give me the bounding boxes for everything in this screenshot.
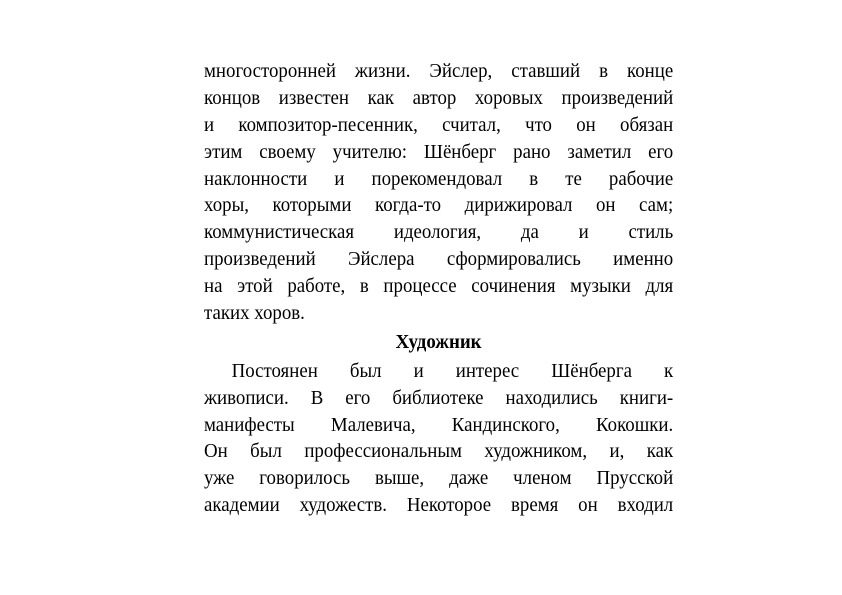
paragraph-2 bbox=[204, 358, 673, 519]
text-line: Он был профессиональным художником, и, как bbox=[204, 440, 674, 463]
text-line: и композитор-песенник, считал, что он обязан bbox=[204, 113, 674, 136]
text-line: концов известен как автор хоровых произведений bbox=[204, 86, 674, 109]
text-line: хоры, которыми когда-то дирижировал он сам; bbox=[204, 194, 674, 217]
text-line: на этой работе, в процессе сочинения музыки для bbox=[204, 275, 674, 298]
text-line: академии художеств. Некоторое время он входил bbox=[204, 494, 674, 517]
paragraph-1 bbox=[204, 58, 673, 327]
text-line: наклонности и порекомендовал в те рабочие bbox=[204, 167, 674, 190]
text-line: произведений Эйслера сформировались именно bbox=[204, 248, 674, 271]
text-line: таких хоров. bbox=[204, 302, 305, 325]
text-line: коммунистическая идеология, да и стиль bbox=[204, 221, 674, 244]
section-heading: Художник bbox=[395, 330, 482, 353]
text-line: уже говорилось выше, даже членом Прусской bbox=[204, 467, 674, 490]
text-line: живописи. В его библиотеке находились книги- bbox=[204, 386, 674, 409]
text-line: этим своему учителю: Шёнберг рано заметил его bbox=[204, 140, 674, 163]
text-line: Постоянен был и интерес Шёнберга к bbox=[231, 359, 674, 382]
text-line: многосторонней жизни. Эйслер, ставший в конце bbox=[204, 60, 674, 82]
document-page bbox=[204, 58, 673, 519]
text-line: манифесты Малевича, Кандинского, Кокошки. bbox=[204, 413, 674, 436]
